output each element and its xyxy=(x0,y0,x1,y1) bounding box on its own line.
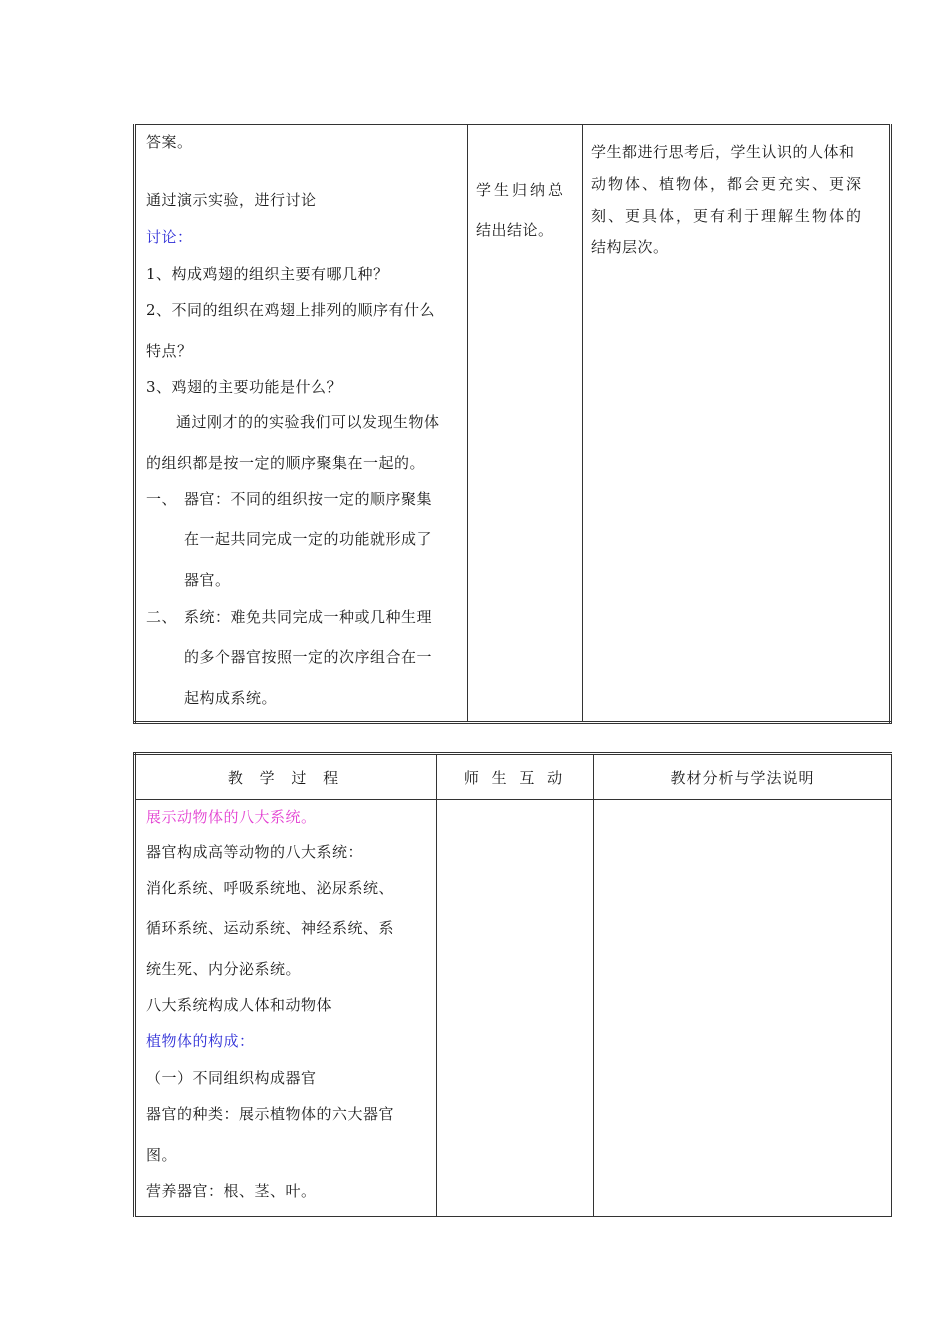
header-analysis: 教材分析与学法说明 xyxy=(594,754,892,800)
question-2-line-1: 2、不同的组织在鸡翅上排列的顺序有什么 xyxy=(146,301,436,319)
organ-types-line-1: 器官的种类：展示植物体的六大器官 xyxy=(146,1105,395,1123)
show-systems-text: 展示动物体的八大系统。 xyxy=(146,808,317,826)
analysis-line-4: 结构层次。 xyxy=(591,238,669,256)
question-3: 3、鸡翅的主要功能是什么？ xyxy=(146,378,343,396)
answer-text: 答案。 xyxy=(146,133,193,151)
header-interaction: 师 生 互 动 xyxy=(437,754,594,800)
item-2-line-3: 起构成系统。 xyxy=(184,689,278,707)
plant-heading: 植物体的构成： xyxy=(146,1032,255,1050)
paragraph-line-1: 通过刚才的的实验我们可以发现生物体 xyxy=(176,413,440,431)
interaction-line-1: 学生归纳总 xyxy=(476,181,567,199)
item-2-line-2: 的多个器官按照一定的次序组合在一 xyxy=(184,648,433,666)
systems-line-2: 循环系统、运动系统、神经系统、系 xyxy=(146,919,395,937)
item-2-number: 二、 xyxy=(146,608,178,626)
part-one-text: （一）不同组织构成器官 xyxy=(146,1069,317,1087)
process-cell xyxy=(135,125,468,723)
item-1-line-3: 器官。 xyxy=(184,571,231,589)
interaction-cell-2 xyxy=(437,800,594,1217)
question-2-line-2: 特点？ xyxy=(146,342,193,360)
interaction-line-2: 结出结论。 xyxy=(476,221,554,239)
analysis-cell xyxy=(583,125,891,723)
analysis-line-3: 刻、更具体，更有利于理解生物体的 xyxy=(591,207,864,225)
analysis-cell-2 xyxy=(594,800,892,1217)
lesson-table-1 xyxy=(133,124,892,724)
analysis-line-1: 学生都进行思考后，学生认识的人体和 xyxy=(591,143,855,161)
discuss-label: 讨论： xyxy=(146,228,193,246)
item-1-number: 一、 xyxy=(146,490,178,508)
process-cell-2 xyxy=(135,800,437,1217)
lesson-table-2 xyxy=(133,752,892,1217)
systems-line-3: 统生死、内分泌系统。 xyxy=(146,960,302,978)
paragraph-line-2: 的组织都是按一定的顺序聚集在一起的。 xyxy=(146,454,426,472)
item-1-line-2: 在一起共同完成一定的功能就形成了 xyxy=(184,530,433,548)
organ-types-line-2: 图。 xyxy=(146,1146,178,1164)
item-1-line-1: 器官：不同的组织按一定的顺序聚集 xyxy=(184,490,433,508)
analysis-line-2: 动物体、植物体，都会更充实、更深 xyxy=(591,175,864,193)
question-1: 1、构成鸡翅的组织主要有哪几种？ xyxy=(146,265,389,283)
systems-intro: 器官构成高等动物的八大系统： xyxy=(146,843,364,861)
nutrition-organs-text: 营养器官：根、茎、叶。 xyxy=(146,1182,317,1200)
systems-line-1: 消化系统、呼吸系统地、泌尿系统、 xyxy=(146,879,395,897)
interaction-cell xyxy=(468,125,583,723)
eight-systems-text: 八大系统构成人体和动物体 xyxy=(146,996,333,1014)
item-2-line-1: 系统：难免共同完成一种或几种生理 xyxy=(184,608,433,626)
header-process: 教 学 过 程 xyxy=(135,754,437,800)
demo-text: 通过演示实验，进行讨论 xyxy=(146,191,317,209)
